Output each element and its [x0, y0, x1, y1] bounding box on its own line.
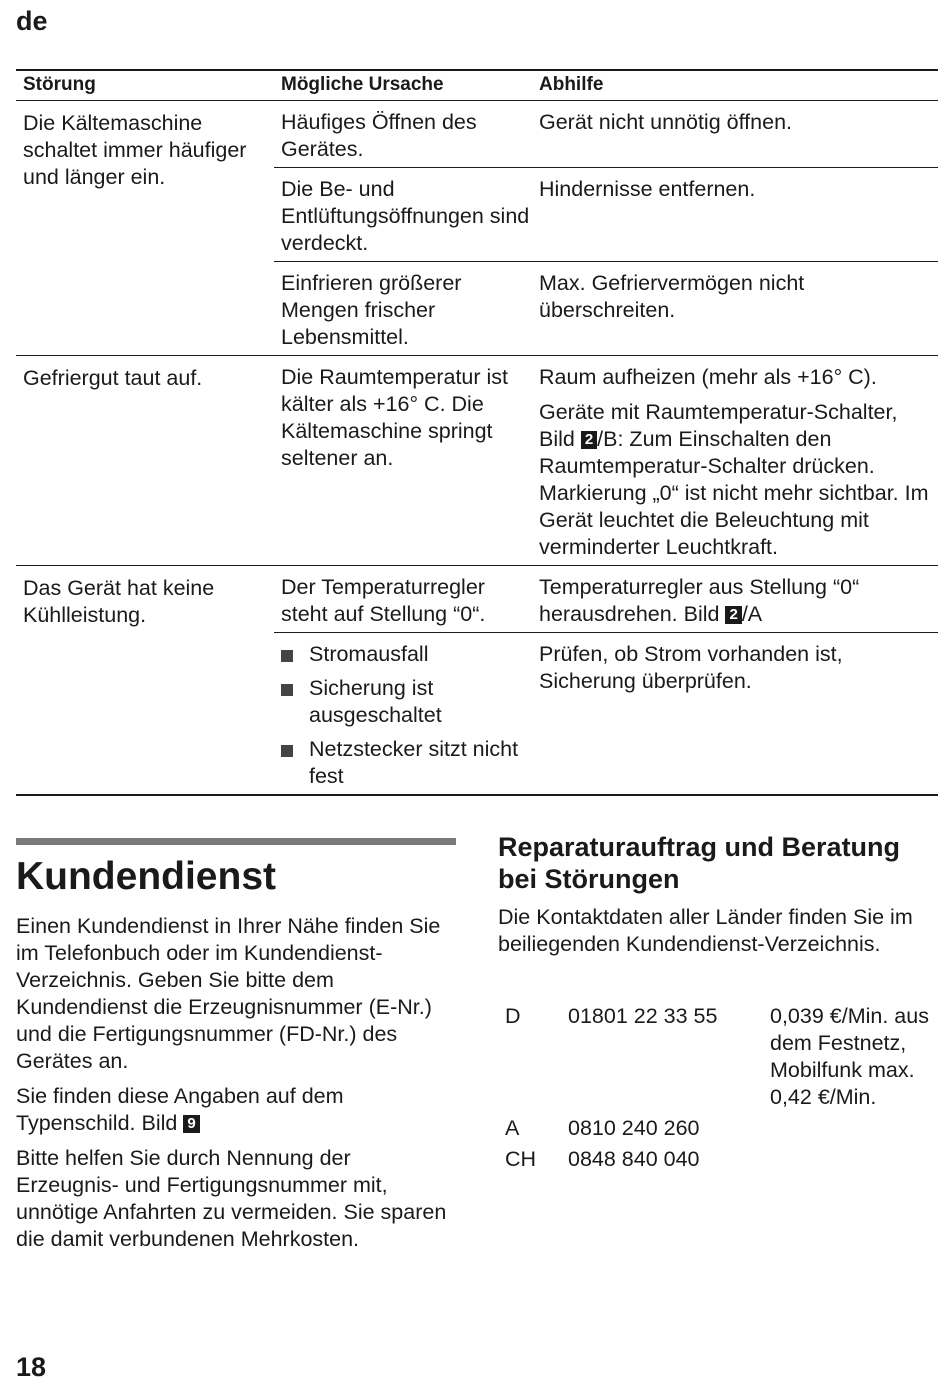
- cause-cell: Die Raumtemperatur ist kälter als +16° C. Die Kältemaschine springt seltener an.: [281, 365, 509, 470]
- contact-row: [498, 1003, 938, 1111]
- problem-cell: Die Kältemaschine schaltet immer häufiger und länger ein.: [23, 111, 247, 189]
- figure-ref-badge: 2: [581, 431, 597, 449]
- reparatur-title: Reparaturauftrag und Beratung bei Störungen: [498, 832, 901, 894]
- table-group: [16, 101, 938, 356]
- remedy-cell: Gerät nicht unnötig öffnen.: [539, 110, 793, 134]
- remedy-cell: Temperaturregler aus Stellung “0“ herausdrehen. Bild 2 /A: [539, 575, 860, 626]
- section-rule: [16, 838, 456, 845]
- contact-note: [770, 1115, 938, 1142]
- cause-cell: Die Be- und Entlüftungsöffnungen sind verdeckt.: [281, 177, 530, 255]
- reparatur-paragraph: Die Kontaktdaten aller Länder finden Sie im beiliegenden Kundendienst-Verzeichnis.: [498, 905, 913, 956]
- header-abhilfe: Abhilfe: [539, 74, 604, 95]
- cause-cell: Einfrieren größerer Mengen frischer Lebensmittel.: [281, 271, 462, 349]
- contact-phone: 0810 240 260: [568, 1116, 700, 1140]
- kundendienst-title: Kundendienst: [16, 855, 276, 898]
- cause-cell: Häufiges Öffnen des Gerätes.: [281, 110, 477, 161]
- paragraph: Sie finden diese Angaben auf dem Typenschild. Bild 9: [16, 1084, 344, 1135]
- table-row: [274, 566, 938, 633]
- page-number: 18: [16, 1352, 47, 1382]
- figure-ref-badge: 9: [183, 1115, 199, 1133]
- table-header: [16, 71, 938, 101]
- table-row: [274, 168, 938, 262]
- kundendienst-body: [16, 913, 456, 1261]
- table-row: [274, 101, 938, 168]
- bullet-item: Stromausfall: [281, 641, 532, 668]
- cause-cell: [274, 633, 532, 794]
- contact-row: [498, 1146, 938, 1173]
- remedy-text: Geräte mit Raumtemperatur-Schalter, Bild 2 /B: Zum Einschalten den Raumtemperatur-Schalter drücken. Markierung „0“ ist nicht mehr sichtbar. Im Gerät leuchtet die Beleuchtung mit verminderter Leuchtkraft.: [539, 400, 929, 559]
- figure-ref-badge: 2: [725, 606, 741, 624]
- contact-country: D: [505, 1004, 521, 1028]
- header-ursache: Mögliche Ursache: [281, 74, 444, 95]
- table-group: [16, 566, 938, 796]
- remedy-cell: Hindernisse entfernen.: [539, 177, 756, 201]
- paragraph: Einen Kundendienst in Ihrer Nähe finden Sie im Telefonbuch oder im Kundendienst-Verzeichnis. Geben Sie bitte dem Kundendienst die Erzeugnisnummer (E-Nr.) und die Fertigungsnummer (FD-Nr.) des Gerätes an.: [16, 914, 441, 1073]
- contact-country: CH: [505, 1147, 537, 1171]
- table-row: [274, 633, 938, 794]
- contact-country: A: [505, 1116, 520, 1140]
- contact-phone: 01801 22 33 55: [568, 1004, 718, 1028]
- table-row: [274, 262, 938, 355]
- troubleshooting-table: [16, 69, 938, 796]
- bullet-item: Sicherung ist ausgeschaltet: [281, 675, 532, 729]
- contact-note: 0,039 €/Min. aus dem Festnetz, Mobilfunk max. 0,42 €/Min.: [770, 1004, 929, 1109]
- cause-cell: Der Temperaturregler steht auf Stellung “0“.: [281, 575, 486, 626]
- paragraph: Bitte helfen Sie durch Nennung der Erzeugnis- und Fertigungsnummer mit, unnötige Anfahrten zu vermeiden. Sie sparen die damit verbundenen Mehrkosten.: [16, 1146, 447, 1251]
- problem-cell: Gefriergut taut auf.: [23, 366, 203, 390]
- table-group: [16, 356, 938, 566]
- remedy-text: Raum aufheizen (mehr als +16° C).: [539, 365, 877, 389]
- bullet-item: Netzstecker sitzt nicht fest: [281, 736, 532, 790]
- problem-cell: Das Gerät hat keine Kühlleistung.: [23, 576, 215, 627]
- table-row: [274, 356, 938, 565]
- header-stoerung: Störung: [23, 74, 96, 95]
- contact-note: [770, 1146, 938, 1173]
- contact-list: [498, 1003, 938, 1177]
- contact-phone: 0848 840 040: [568, 1147, 700, 1171]
- language-label: de: [16, 6, 48, 36]
- remedy-cell: Max. Gefriervermögen nicht überschreiten.: [539, 271, 805, 322]
- remedy-cell: Prüfen, ob Strom vorhanden ist, Sicherung überprüfen.: [539, 642, 843, 693]
- remedy-cell: [532, 356, 932, 565]
- contact-row: [498, 1115, 938, 1142]
